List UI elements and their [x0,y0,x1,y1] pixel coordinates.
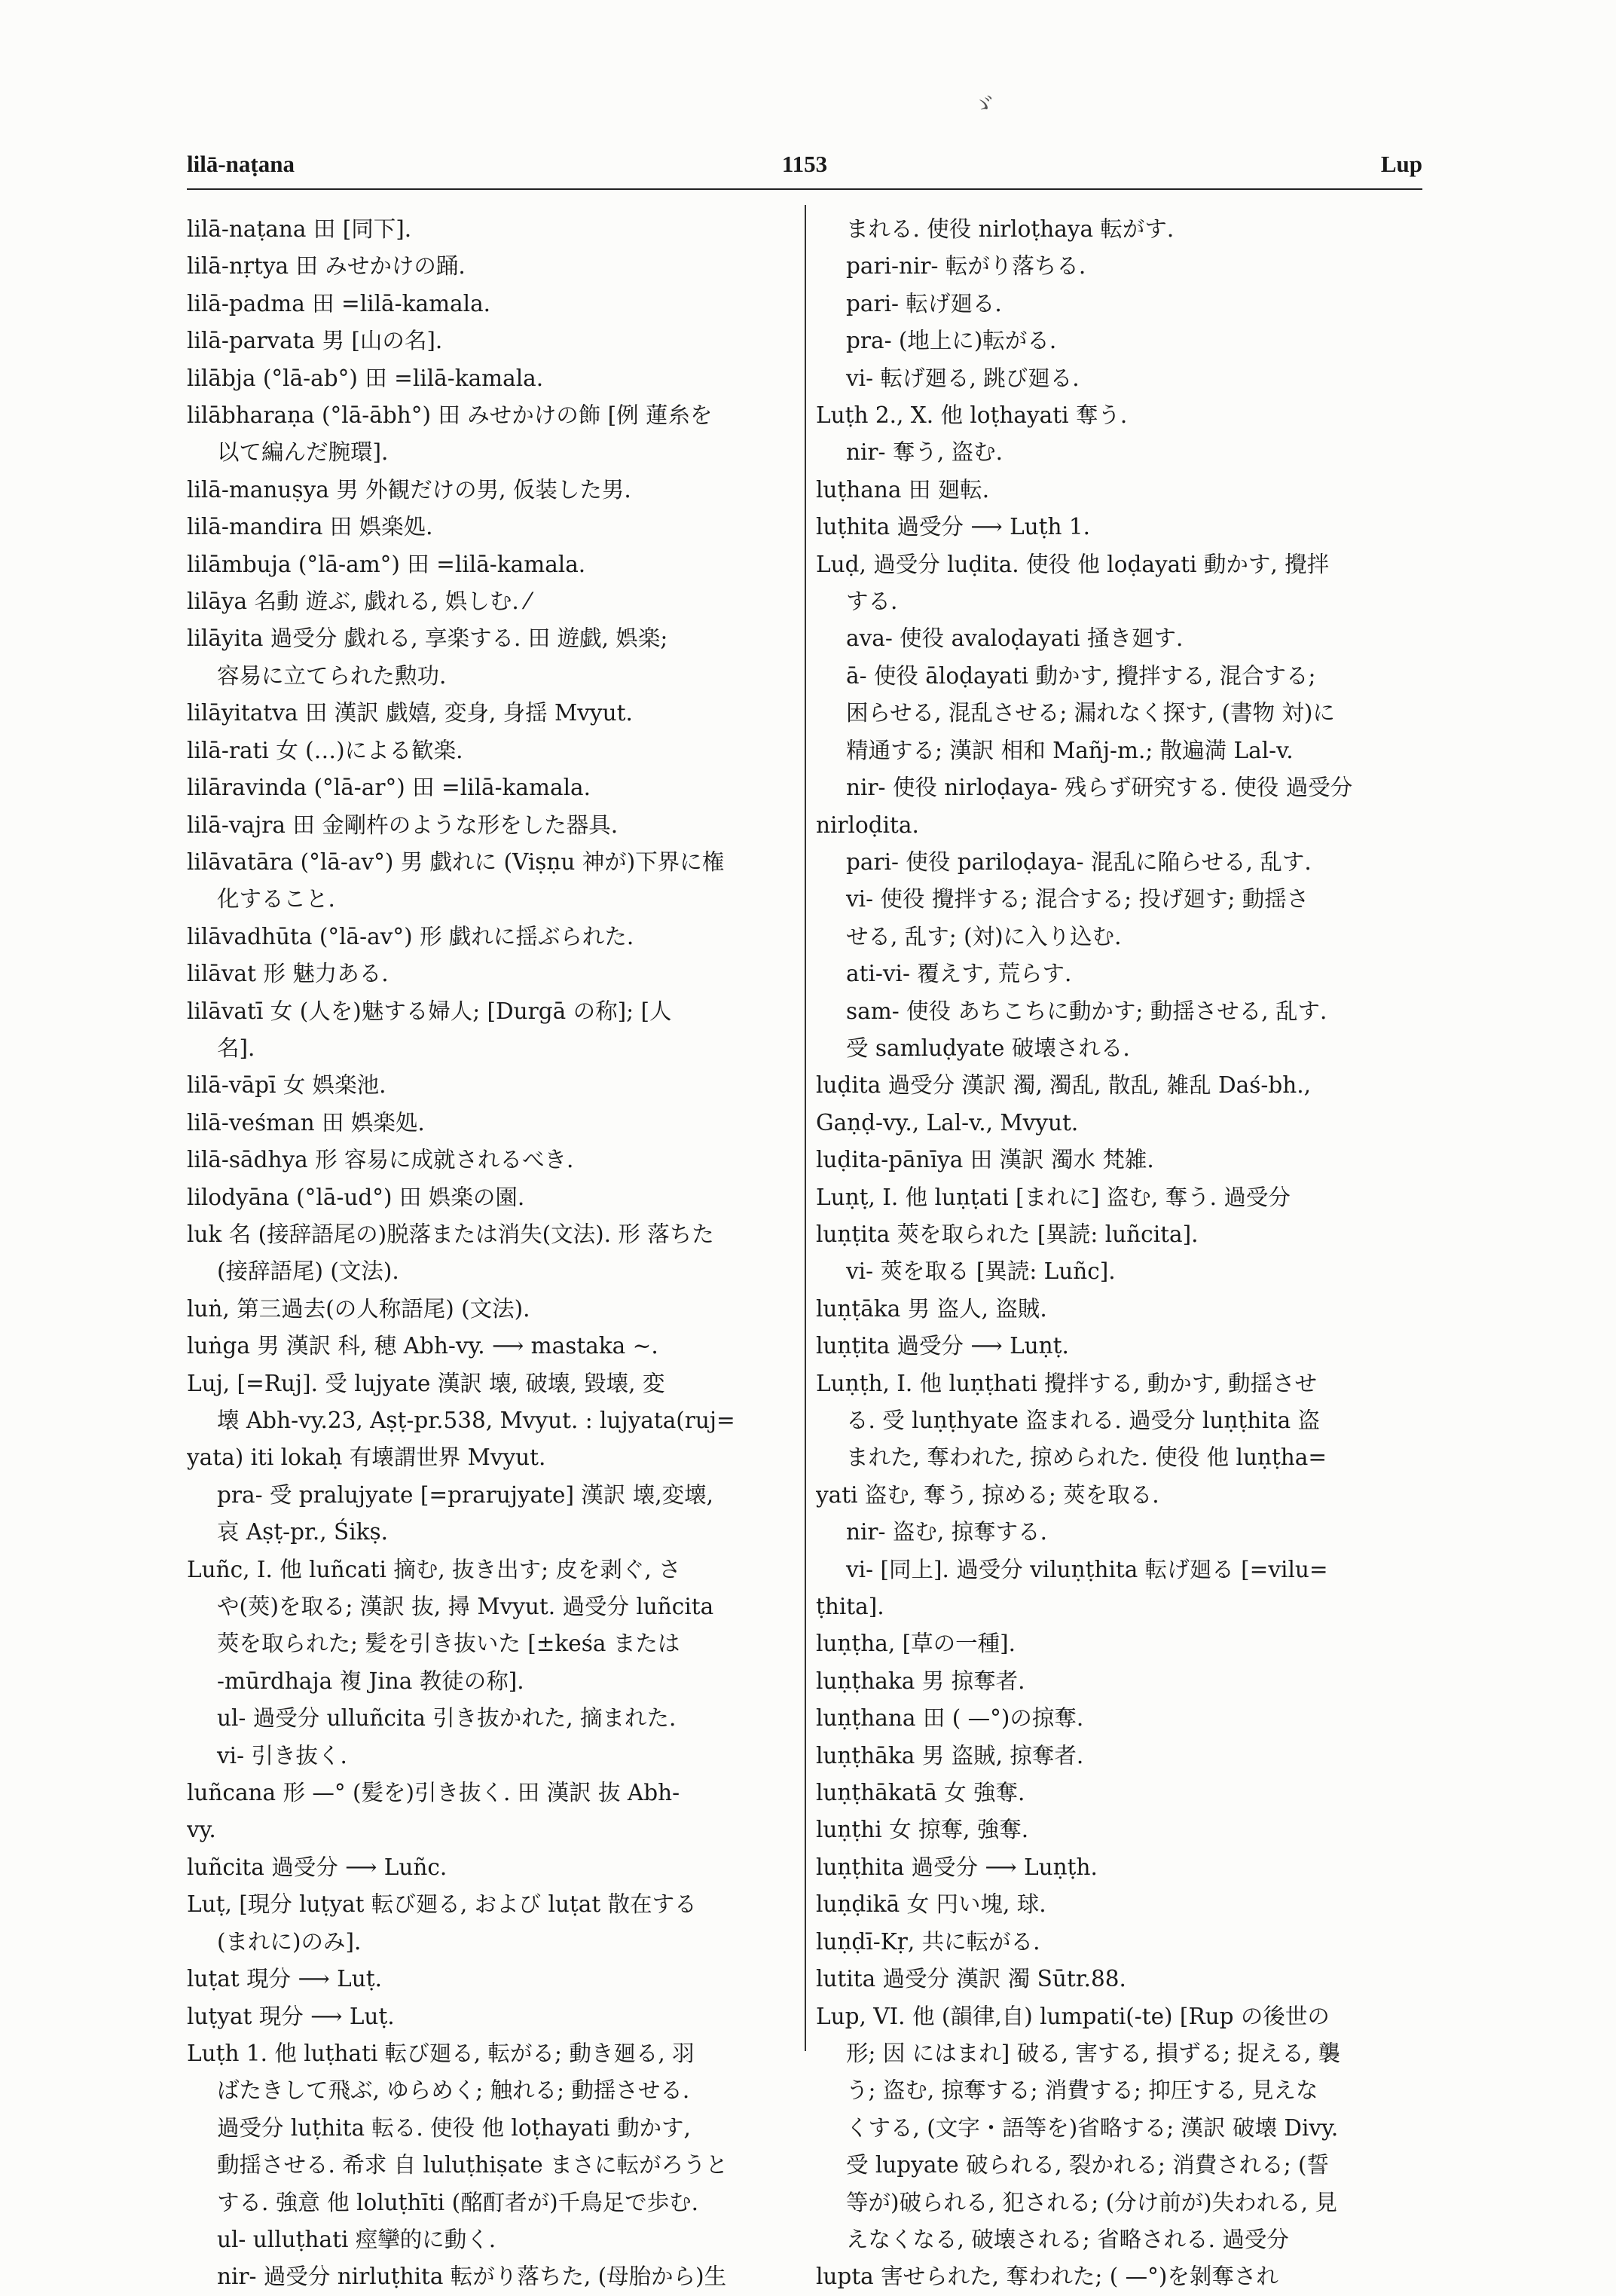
dictionary-line: luṭat 現分 ⟶ Luṭ. [187,1966,382,1992]
dictionary-line: Luṇṭ, I. 他 luṇṭati [まれに] 盗む, 奪う. 過受分 [816,1184,1291,1210]
dictionary-line: えなくなる, 破壊される; 省略される. 過受分 [846,2226,1289,2252]
header-left-guideword: lilā-naṭana [187,151,295,177]
dictionary-line: ava- 使役 avaloḍayati 掻き廻す. [846,625,1184,652]
dictionary-line: 動揺させる. 希求 自 luluṭhiṣate まさに転がろうと [217,2152,729,2178]
dictionary-line: luṭhita 過受分 ⟶ Luṭh 1. [816,514,1091,540]
dictionary-line: vy. [187,1817,216,1843]
page-scratch-mark: ゞ [970,90,996,121]
dictionary-line: lilāyitatva 田 漢訳 戯嬉, 変身, 身揺 Mvyut. [187,700,633,726]
dictionary-line: 名]. [217,1035,255,1061]
dictionary-line: pari- 転げ廻る. [846,290,1002,316]
dictionary-line: 容易に立てられた勲功. [217,662,447,689]
dictionary-line: (接辞語尾) (文法). [217,1258,399,1285]
dictionary-line: Luṭh 2., X. 他 loṭhayati 奪う. [816,402,1128,429]
dictionary-line: lilā-rati 女 (…)による歓楽. [187,737,463,763]
dictionary-line: vi- [同上]. 過受分 viluṇṭhita 転げ廻る [=vilu= [846,1556,1328,1582]
dictionary-line: nir- 使役 nirloḍaya- 残らず研究する. 使役 過受分 [846,775,1353,801]
dictionary-line: lilā-nṛtya 田 みせかけの踊. [187,253,466,280]
dictionary-line: ṭhita]. [816,1594,884,1620]
dictionary-line: る. 受 luṇṭhyate 盗まれる. 過受分 luṇṭhita 盗 [846,1408,1321,1433]
dictionary-line: lilābharaṇa (°lā-ābh°) 田 みせかけの飾 [例 蓮糸を [187,402,713,429]
dictionary-line: sam- 使役 あちこちに動かす; 動揺させる, 乱す. [846,998,1327,1024]
dictionary-line: lilā-manuṣya 男 外観だけの男, 仮装した男. [187,476,631,503]
dictionary-line: 莢を取られた; 髪を引き抜いた [±keśa または [217,1631,680,1657]
dictionary-line: くする, (文字・語等を)省略する; 漢訳 破壊 Divy. [846,2114,1339,2141]
page-number: 1153 [781,151,828,177]
dictionary-line: nirloḍita. [816,812,919,838]
dictionary-line: ばたきして飛ぶ, ゆらめく; 触れる; 動揺させる. [217,2077,690,2104]
right-column [816,211,1422,2296]
dictionary-line: lilāya 名動 遊ぶ, 戯れる, 娯しむ. ⁄ [187,589,530,615]
dictionary-line: 精通する; 漢訳 相和 Mañj-m.; 散遍満 Lal-v. [846,737,1294,763]
dictionary-line: lilā-veśman 田 娯楽処. [187,1109,425,1136]
dictionary-line: (まれに)のみ]. [217,1928,362,1955]
dictionary-line: Luṭ, [現分 luṭyat 転び廻る, および luṭat 散在する [187,1891,697,1918]
dictionary-line: lilā-parvata 男 [山の名]. [187,328,443,354]
dictionary-line: まれる. 使役 nirloṭhaya 転がす. [846,216,1175,242]
dictionary-line: luṇṭhi 女 掠奪, 強奪. [816,1817,1029,1843]
dictionary-line: luṭhana 田 廻転. [816,476,990,503]
dictionary-line: lilāmbuja (°lā-am°) 田 =lilā-kamala. [187,551,586,577]
dictionary-line: nir- 奪う, 盗む. [846,439,1004,466]
dictionary-line: lilā-padma 田 =lilā-kamala. [187,290,491,316]
dictionary-line: luk 名 (接辞語尾の)脱落または消失(文法). 形 落ちた [187,1221,714,1247]
dictionary-line: luṭyat 現分 ⟶ Luṭ. [187,2003,395,2029]
dictionary-line: する. [846,589,898,615]
dictionary-line: 化すること. [217,886,335,913]
dictionary-line: luṅ, 第三過去(の人称語尾) (文法). [187,1295,530,1322]
dictionary-line: 受 lupyate 破られる, 裂かれる; 消費される; (誓 [846,2152,1330,2178]
column-divider [805,205,806,2051]
dictionary-line: う; 盗む, 掠奪する; 消費する; 抑圧する, 見えな [846,2077,1318,2104]
dictionary-line: lilā-sādhya 形 容易に成就されるべき. [187,1147,574,1173]
dictionary-line: lutita 過受分 漢訳 濁 Sūtr.88. [816,1966,1126,1992]
dictionary-line: lilābja (°lā-ab°) 田 =lilā-kamala. [187,365,544,391]
dictionary-line: lilāyita 過受分 戯れる, 享楽する. 田 遊戯, 娯楽; [187,625,668,652]
dictionary-line: vi- 引き抜く. [217,1742,347,1769]
left-column [187,211,797,2296]
dictionary-line: lilāvat 形 魅力ある. [187,961,389,987]
dictionary-line: luṇṭāka 男 盗人, 盗賊. [816,1295,1047,1322]
dictionary-line: luḍita 過受分 漢訳 濁, 濁乱, 散乱, 雑乱 Daś-bh., [816,1072,1311,1099]
dictionary-line: や(莢)を取る; 漢訳 抜, 撏 Mvyut. 過受分 luñcita [217,1594,714,1620]
dictionary-line: 哀 Aṣṭ-pr., Śikṣ. [217,1519,389,1545]
dictionary-line: vi- 莢を取る [異読: Luñc]. [846,1258,1116,1285]
dictionary-line: luṇṭhita 過受分 ⟶ Luṇṭh. [816,1854,1098,1880]
dictionary-line: 等が)破られる, 犯される; (分け前が)失われる, 見 [846,2189,1337,2215]
dictionary-line: ul- ulluṭhati 痙攣的に動く. [217,2226,496,2252]
dictionary-line: -mūrdhaja 複 Jina 教徒の称]. [217,1668,524,1694]
dictionary-line: luṇṭhāka 男 盗賊, 掠奪者. [816,1742,1084,1769]
dictionary-line: vi- 使役 攪拌する; 混合する; 投げ廻す; 動揺さ [846,886,1309,913]
dictionary-line: lilā-naṭana 田 [同下]. [187,216,412,242]
dictionary-line: lilā-mandira 田 娯楽処. [187,514,433,540]
dictionary-line: ul- 過受分 ulluñcita 引き抜かれた, 摘まれた. [217,1705,677,1732]
dictionary-line: Luḍ, 過受分 luḍita. 使役 他 loḍayati 動かす, 攪拌 [816,551,1330,577]
dictionary-line: luṇṭha, [草の一種]. [816,1631,1016,1657]
dictionary-line: pari- 使役 pariloḍaya- 混乱に陥らせる, 乱す. [846,848,1312,875]
dictionary-line: Luṇṭh, I. 他 luṇṭhati 攪拌する, 動かす, 動揺させ [816,1370,1318,1396]
dictionary-line: pra- (地上に)転がる. [846,328,1057,354]
dictionary-line: luṇṭhana 田 ( —°)の掠奪. [816,1705,1084,1732]
dictionary-line: luñcita 過受分 ⟶ Luñc. [187,1854,448,1880]
dictionary-line: 壊 Abh-vy.23, Aṣṭ-pr.538, Mvyut. : lujyata(ruj= [217,1408,735,1433]
dictionary-line: まれた, 奪われた, 掠められた. 使役 他 luṇṭha= [846,1445,1327,1471]
dictionary-line: luṇṭhaka 男 掠奪者. [816,1668,1025,1694]
dictionary-line: Luṭh 1. 他 luṭhati 転び廻る, 転がる; 動き廻る, 羽 [187,2040,695,2066]
header-right-guideword: Lup [1380,151,1422,177]
dictionary-line: lilāvadhūta (°lā-av°) 形 戯れに揺ぶられた. [187,923,634,949]
dictionary-line: lilā-vajra 田 金剛杵のような形をした器具. [187,812,619,838]
dictionary-line: Luñc, I. 他 luñcati 摘む, 抜き出す; 皮を剥ぐ, さ [187,1556,681,1582]
dictionary-line: luṇḍī-Kṛ, 共に転がる. [816,1928,1040,1955]
dictionary-line: 以て編んだ腕環]. [217,439,389,466]
page-header [187,151,1422,190]
dictionary-line: luñcana 形 —° (髪を)引き抜く. 田 漢訳 抜 Abh- [187,1780,680,1806]
dictionary-line: luṇṭhākatā 女 強奪. [816,1780,1025,1806]
dictionary-line: nir- 過受分 nirluṭhita 転がり落ちた, (母胎から)生 [217,2264,727,2290]
dictionary-line: 困らせる, 混乱させる; 漏れなく探す, (書物 対)に [846,700,1335,726]
dictionary-line: 形; 因 にはまれ] 破る, 害する, 損ずる; 捉える, 襲 [846,2040,1341,2066]
dictionary-line: ā- 使役 āloḍayati 動かす, 攪拌する, 混合する; [846,662,1316,689]
dictionary-line: ati-vi- 覆えす, 荒らす. [846,961,1072,987]
dictionary-line: luṅga 男 漢訳 科, 穂 Abh-vy. ⟶ mastaka ~. [187,1333,658,1359]
dictionary-line: lilāravinda (°lā-ar°) 田 =lilā-kamala. [187,775,591,801]
dictionary-line: lilā-vāpī 女 娯楽池. [187,1072,386,1099]
dictionary-line: 受 samluḍyate 破壊される. [846,1035,1130,1061]
dictionary-line: Luj, [=Ruj]. 受 lujyate 漢訳 壊, 破壊, 毀壊, 変 [187,1370,665,1396]
dictionary-line: lilāvatī 女 (人を)魅する婦人; [Durgā の称]; [人 [187,998,672,1024]
dictionary-line: Gaṇḍ-vy., Lal-v., Mvyut. [816,1109,1079,1136]
dictionary-line: luṇṭita 莢を取られた [異読: luñcita]. [816,1221,1199,1247]
dictionary-line: pra- 受 pralujyate [=prarujyate] 漢訳 壊,変壊, [217,1481,714,1508]
dictionary-line: luḍita-pānīya 田 漢訳 濁水 梵雑. [816,1147,1154,1173]
dictionary-line: luṇṭita 過受分 ⟶ Luṇṭ. [816,1333,1069,1359]
dictionary-line: lilāvatāra (°lā-av°) 男 戯れに (Viṣṇu 神が)下界に権 [187,848,725,875]
dictionary-line: luṇḍikā 女 円い塊, 球. [816,1891,1046,1918]
dictionary-line: lilodyāna (°lā-ud°) 田 娯楽の園. [187,1184,525,1210]
dictionary-line: nir- 盗む, 掠奪する. [846,1519,1048,1545]
dictionary-line: Lup, VI. 他 (韻律,自) lumpati(-te) [Rup の後世の [816,2003,1330,2029]
dictionary-line: lupta 害せられた, 奪われた; ( —°)を剝奪され [816,2264,1278,2290]
dictionary-line: pari-nir- 転がり落ちる. [846,253,1086,280]
dictionary-line: yati 盗む, 奪う, 掠める; 莢を取る. [816,1481,1159,1508]
dictionary-line: せる, 乱す; (対)に入り込む. [846,923,1122,949]
dictionary-line: yata) iti lokaḥ 有壊謂世界 Mvyut. [187,1445,546,1471]
dictionary-line: 過受分 luṭhita 転る. 使役 他 loṭhayati 動かす, [217,2114,691,2141]
dictionary-line: vi- 転げ廻る, 跳び廻る. [846,365,1080,391]
dictionary-line: する. 強意 他 loluṭhīti (酩酊者が)千鳥足で歩む. [217,2189,698,2215]
